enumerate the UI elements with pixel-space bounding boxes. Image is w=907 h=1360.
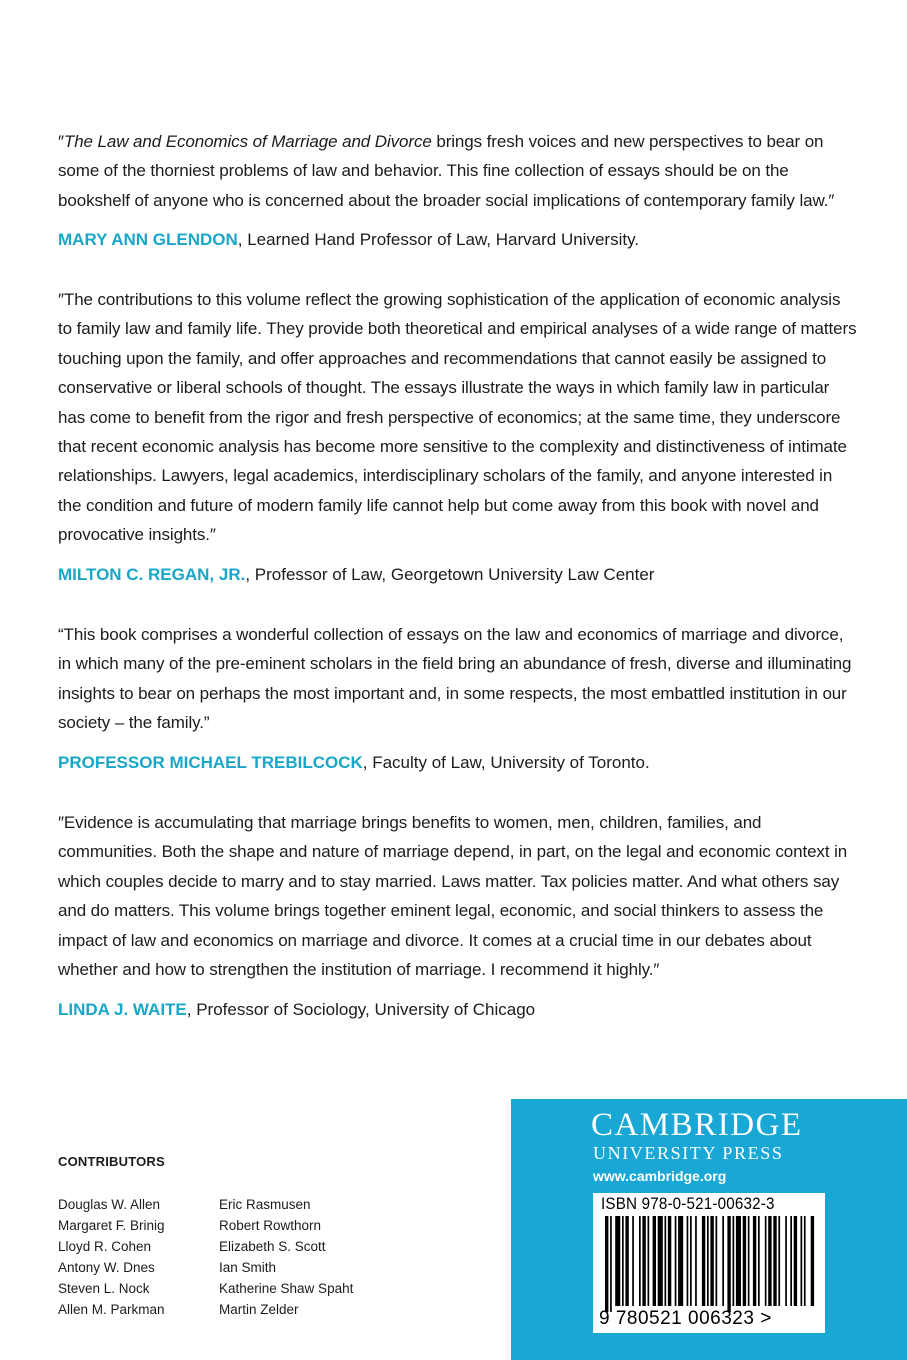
- barcode-bar: [794, 1216, 797, 1306]
- barcode-bar: [790, 1216, 792, 1306]
- quote-1: [58, 127, 858, 215]
- barcode-bar: [785, 1216, 787, 1306]
- quote-4: ″Evidence is accumulating that marriage brings benefits to women, men, children, families, and communities. Both the shape and nature of marriage depend, in part, on the legal and economic context in which couples decide to marry and to stay married. Laws matter. Tax policies matter. And what others say and do matters. This volume brings together eminent legal, economic, and social thinkers to assess the impact of law and economics on marriage and divorce. It comes at a crucial time in our debates about whether and how to strengthen the institution of marriage. I recommend it highly.″: [58, 813, 848, 980]
- barcode-bar: [801, 1216, 803, 1306]
- quote-3: “This book comprises a wonderful collection of essays on the law and economics of marriage and divorce, in which many of the pre-eminent scholars in the field bring an abundance of fresh, diverse and illuminating insights to bear on perhaps the most important and, in some respects, the most embattled institution in our society – the family.”: [58, 625, 852, 733]
- barcode-bar: [758, 1216, 760, 1306]
- barcode-bar: [675, 1216, 677, 1306]
- attribution-2-name: MILTON C. REGAN, JR.: [58, 565, 246, 584]
- attribution-2-role: , Professor of Law, Georgetown University Law Center: [245, 565, 655, 584]
- contributor: Steven L. Nock: [58, 1281, 150, 1296]
- barcode-bar: [707, 1216, 709, 1306]
- contributor: Elizabeth S. Scott: [219, 1239, 326, 1254]
- barcode-bar: [765, 1216, 767, 1306]
- barcode-bar: [615, 1216, 620, 1306]
- barcode-bar: [710, 1216, 713, 1306]
- barcode-bar: [632, 1216, 634, 1306]
- barcode-bar: [642, 1216, 645, 1306]
- barcode-bar: [753, 1216, 756, 1306]
- attribution-4: [58, 999, 858, 1021]
- contributor: Antony W. Dnes: [58, 1260, 155, 1275]
- barcode-digits: 9 780521 006323 >: [599, 1308, 772, 1329]
- attribution-1: [58, 229, 858, 251]
- barcode-bar: [736, 1216, 741, 1306]
- barcode-bar: [702, 1216, 705, 1306]
- barcode-bar: [648, 1216, 650, 1306]
- barcode-bar: [605, 1216, 608, 1312]
- quote-1-text: brings fresh voices and new perspectives to bear on some of the thorniest problems of law and behavior. This fine collection of essays should be on the bookshelf of anyone who is concerned about the broader social implications of contemporary family law.″: [58, 132, 835, 210]
- barcode-bar: [653, 1216, 656, 1306]
- contributor: Allen M. Parkman: [58, 1302, 165, 1317]
- publisher-logo-name: CAMBRIDGE: [591, 1107, 803, 1143]
- barcode-icon: [593, 1216, 825, 1312]
- attribution-3: [58, 752, 858, 774]
- barcode-bar: [804, 1216, 806, 1306]
- barcode-bar: [690, 1216, 692, 1306]
- contributor: Douglas W. Allen: [58, 1197, 161, 1212]
- contributor: Eric Rasmusen: [219, 1197, 311, 1212]
- barcode-bar: [768, 1216, 771, 1306]
- contributor: Lloyd R. Cohen: [58, 1239, 152, 1254]
- barcode-bar: [668, 1216, 671, 1306]
- barcode-bar: [773, 1216, 776, 1306]
- contributors-heading: CONTRIBUTORS: [58, 1154, 165, 1169]
- barcode-bar: [665, 1216, 667, 1306]
- barcode-bar: [639, 1216, 641, 1306]
- attribution-4-name: LINDA J. WAITE: [58, 1000, 187, 1019]
- barcode-box: [593, 1193, 825, 1333]
- barcode-bar: [722, 1216, 724, 1306]
- contributor: Martin Zelder: [219, 1302, 299, 1317]
- attribution-4-role: , Professor of Sociology, University of Chicago: [186, 1000, 536, 1019]
- barcode-bar: [658, 1216, 663, 1306]
- publisher-box: [511, 1099, 907, 1360]
- barcode-bar: [743, 1216, 746, 1306]
- contributor: Margaret F. Brinig: [58, 1218, 165, 1233]
- quote-1-book-title: The Law and Economics of Marriage and Divorce: [63, 132, 432, 151]
- barcode-bar: [811, 1216, 814, 1306]
- barcode-bar: [625, 1216, 628, 1306]
- barcode-bar: [687, 1216, 689, 1306]
- barcode-bar: [748, 1216, 750, 1306]
- contributors-column-2: [219, 1194, 353, 1320]
- attribution-1-role: , Learned Hand Professor of Law, Harvard University.: [237, 230, 640, 249]
- isbn-label: ISBN 978-0-521-00632-3: [601, 1195, 775, 1213]
- barcode-bar: [678, 1216, 683, 1306]
- barcode-bar: [733, 1216, 735, 1306]
- publisher-url: www.cambridge.org: [593, 1168, 727, 1184]
- attribution-3-role: , Faculty of Law, University of Toronto.: [362, 753, 650, 772]
- quote-1-open-mark: ″: [58, 132, 64, 151]
- barcode-bar: [610, 1216, 612, 1312]
- attribution-1-name: MARY ANN GLENDON: [58, 230, 238, 249]
- attribution-3-name: PROFESSOR MICHAEL TREBILCOCK: [58, 753, 363, 772]
- quote-2: ″The contributions to this volume reflect the growing sophistication of the application of economic analysis to family law and family life. They provide both theoretical and empirical analyses of a wide range of matters touching upon the family, and offer approaches and recommendations that cannot easily be assigned to conservative or liberal schools of thought. The essays illustrate the ways in which family law in particular has come to benefit from the rigor and fresh perspective of economics; at the same time, they underscore that recent economic analysis has become more sensitive to the complexity and distinctiveness of intimate relationships. Lawyers, legal academics, interdisciplinary scholars of the family, and anyone interested in the condition and future of modern family life cannot help but come away from this book with novel and provocative insights.″: [58, 290, 857, 545]
- barcode-bar: [727, 1216, 730, 1312]
- contributor: Robert Rowthorn: [219, 1218, 322, 1233]
- barcode-bar: [622, 1216, 624, 1306]
- publisher-logo-subtitle: UNIVERSITY PRESS: [593, 1143, 784, 1163]
- contributor: Katherine Shaw Spaht: [219, 1281, 354, 1296]
- barcode-bar: [695, 1216, 697, 1306]
- contributors-column-1: [58, 1194, 165, 1320]
- contributor: Ian Smith: [219, 1260, 277, 1275]
- attribution-2: [58, 564, 858, 586]
- barcode-bar: [716, 1216, 718, 1306]
- barcode-bar: [778, 1216, 780, 1306]
